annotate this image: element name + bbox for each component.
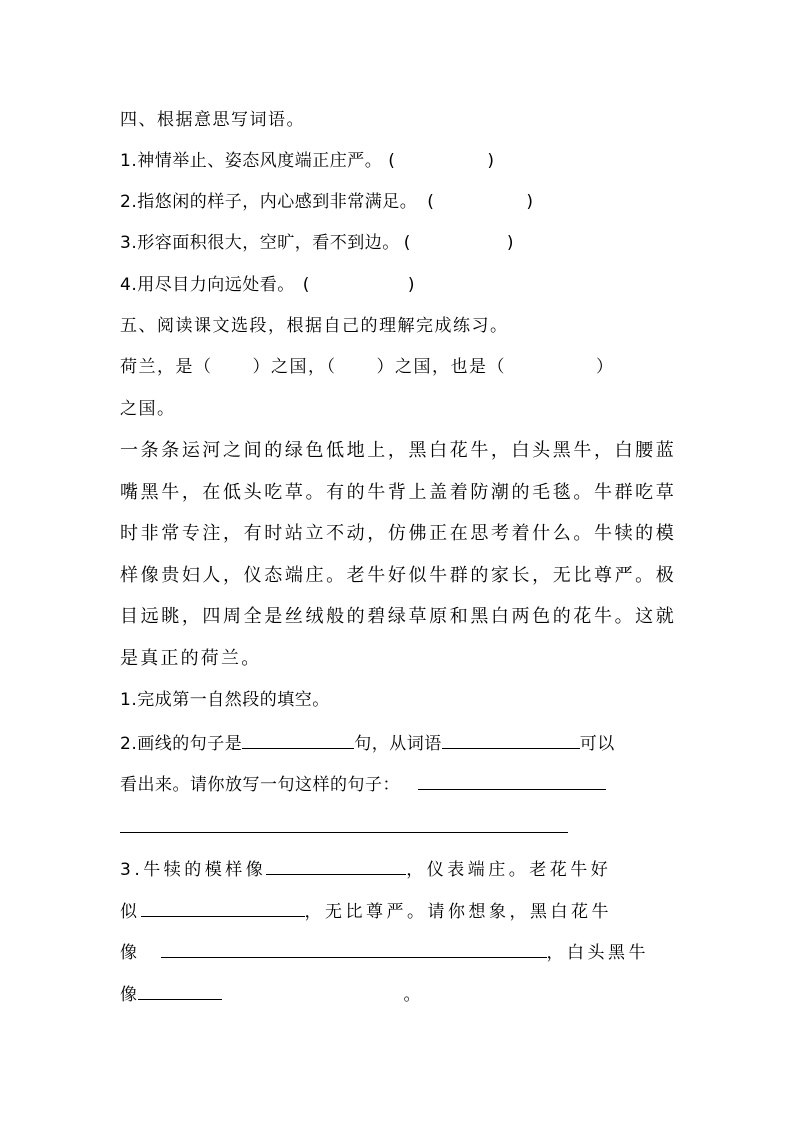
answer-close-paren: ) <box>407 275 416 295</box>
q-text: 2.画线的句子是 <box>120 734 243 754</box>
question-3-line-3 <box>120 941 649 963</box>
answer-close-paren: ) <box>526 192 534 212</box>
question-2-line-2 <box>120 773 606 795</box>
answer-blank[interactable] <box>442 732 580 749</box>
section4-item-1 <box>120 151 495 171</box>
q-text: 可以 <box>579 734 615 754</box>
q-text: 似 <box>120 902 141 922</box>
answer-blank[interactable] <box>141 900 305 917</box>
section4-item-2 <box>120 192 534 212</box>
question-3-line-1 <box>120 858 611 880</box>
section5-fill-line <box>120 357 615 377</box>
item-text: 3.形容面积很大，空旷，看不到边。 <box>120 233 400 253</box>
q-text: ，仪表端庄。老花牛好 <box>406 860 612 880</box>
q-text: 。 <box>403 985 421 1005</box>
fill-text: 荷兰，是（ <box>120 357 213 377</box>
answer-close-paren: ) <box>487 151 495 171</box>
answer-open-paren: ( <box>427 192 435 212</box>
q-text: 像 <box>120 985 138 1005</box>
item-text: 4.用尽目力向远处看。 <box>120 275 295 295</box>
answer-open-paren: ( <box>388 151 396 171</box>
answer-blank[interactable] <box>266 858 406 875</box>
answer-blank[interactable] <box>418 773 606 790</box>
q-text: 句，从词语 <box>354 734 442 754</box>
fill-text: ）之国，也是（ <box>376 357 506 377</box>
answer-close-paren: ) <box>506 233 515 253</box>
q-text: 3.牛犊的模样像 <box>120 860 267 880</box>
answer-blank[interactable] <box>242 732 354 749</box>
q-text: ，白头黑牛 <box>546 943 649 963</box>
q-text: ，无比尊严。请你想象，黑白花牛 <box>304 902 612 922</box>
item-text: 1.神情举止、姿态风度端正庄严。 <box>120 151 383 171</box>
answer-open-paren: ( <box>403 233 411 253</box>
answer-blank[interactable] <box>161 941 547 958</box>
question-1: 1.完成第一自然段的填空。 <box>120 690 330 710</box>
answer-line[interactable] <box>120 832 568 833</box>
q-text: 看出来。请你放写一句这样的句子： <box>120 775 400 795</box>
section5-heading: 五、阅读课文选段，根据自己的理解完成练习。 <box>120 316 509 336</box>
section5-fill-line-cont: 之国。 <box>120 399 176 419</box>
passage: 一条条运河之间的绿色低地上，黑白花牛，白头黑牛，白腰蓝嘴黑牛，在低头吃草。有的牛背上盖着防潮的毛毯。牛群吃草时非常专注，有时站立不动，仿佛正在思考着什么。牛犊的模样像贵妇人，仪态端庄。老牛好似牛群的家长，无比尊严。极目远眺，四周全是丝绒般的碧绿草原和黑白两色的花牛。这就是真正的荷兰。 <box>120 440 676 669</box>
q-text: 像 <box>120 943 141 963</box>
question-2-line-1 <box>120 732 615 754</box>
answer-open-paren: ( <box>302 275 310 295</box>
section4-heading: 四、根据意思写词语。 <box>120 110 305 130</box>
answer-blank[interactable] <box>138 983 222 1000</box>
item-text: 2.指悠闲的样子，内心感到非常满足。 <box>120 192 418 212</box>
question-3-line-2 <box>120 900 612 922</box>
fill-text: ）之国，（ <box>252 357 337 377</box>
section4-item-3 <box>120 233 514 253</box>
section4-item-4 <box>120 275 415 295</box>
question-3-line-4 <box>120 983 421 1005</box>
fill-text: ） <box>596 357 615 377</box>
